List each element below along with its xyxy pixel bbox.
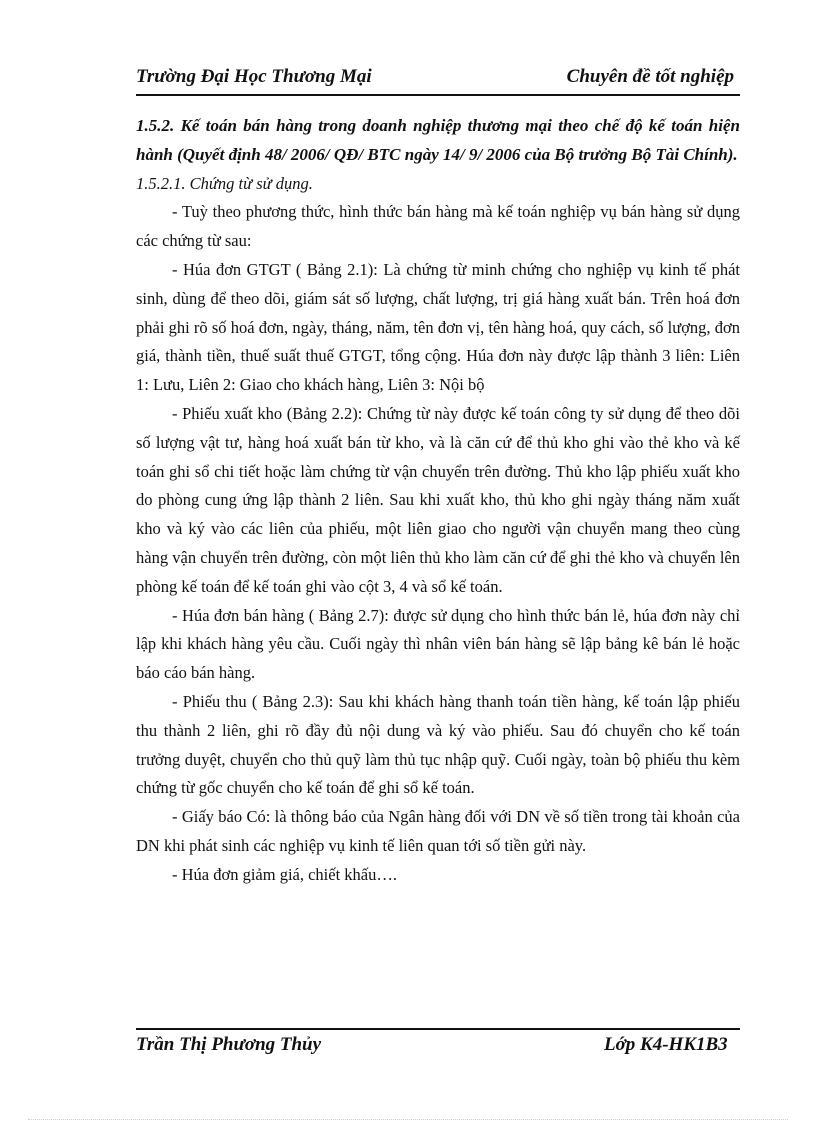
paragraph-intro: - Tuỳ theo phương thức, hình thức bán hàng mà kế toán nghiệp vụ bán hàng sử dụng các chứng từ sau: xyxy=(136,202,740,251)
paragraph-credit-note: - Giấy báo Có: là thông báo của Ngân hàng đối với DN về số tiền trong tài khoản của DN khi phát sinh các nghiệp vụ kinh tế liên quan tới số tiền gửi này. xyxy=(136,807,740,855)
paragraph-discount-invoice: - Húa đơn giảm giá, chiết khấu…. xyxy=(172,864,397,884)
paragraph-receipt: - Phiếu thu ( Bảng 2.3): Sau khi khách hàng thanh toán tiền hàng, kế toán lập phiếu thu thành 2 liên, ghi rõ đầy đủ nội dung và ký vào phiếu. Sau đó chuyển cho kế toán trưởng duyệt, chuyển cho thủ quỹ làm thủ tục nhập quỹ. Cuối ngày, toàn bộ phiếu thu kèm chứng từ gốc chuyển cho kế toán để ghi sổ kế toán. xyxy=(136,691,740,798)
header-divider xyxy=(136,94,740,96)
footer-class: Lớp K4-HK1B3 xyxy=(604,1034,728,1055)
section-heading: 1.5.2. Kế toán bán hàng trong doanh nghiệp thương mại theo chế độ kế toán hiện hành (Quyết định 48/ 2006/ QĐ/ BTC ngày 14/ 9/ 2006 của Bộ trưởng Bộ Tài Chính). xyxy=(136,116,740,164)
paragraph-sales-invoice: - Húa đơn bán hàng ( Bảng 2.7): được sử dụng cho hình thức bán lẻ, húa đơn này chỉ lập khi khách hàng yêu cầu. Cuối ngày thì nhân viên bán hàng sẽ lập bảng kê bán lẻ hoặc báo cáo bán hàng. xyxy=(136,605,740,683)
page-bottom-dotted-line xyxy=(28,1119,788,1120)
subsection-heading: 1.5.2.1. Chứng từ sử dụng. xyxy=(136,173,313,193)
footer-author: Trần Thị Phương Thủy xyxy=(136,1034,322,1055)
page-header xyxy=(136,66,740,96)
document-body xyxy=(136,112,740,890)
paragraph-vat-invoice: - Húa đơn GTGT ( Bảng 2.1): Là chứng từ minh chứng cho nghiệp vụ kinh tế phát sinh, dùng để theo dõi, giám sát số lượng, chất lượng, trị giá hàng xuất bán. Trên hoá đơn phải ghi rõ số hoá đơn, ngày, tháng, năm, tên đơn vị, tên hàng hoá, quy cách, số lượng, đơn giá, thành tiền, thuế suất thuế GTGT, tổng cộng. Húa đơn này được lập thành 3 liên: Liên 1: Lưu, Liên 2: Giao cho khách hàng, Liên 3: Nội bộ xyxy=(136,259,740,395)
footer-divider xyxy=(136,1028,740,1030)
header-school-name: Trường Đại Học Thương Mại xyxy=(136,66,372,87)
header-document-type: Chuyên đề tốt nghiệp xyxy=(566,66,734,87)
paragraph-warehouse-slip: - Phiếu xuất kho (Bảng 2.2): Chứng từ này được kế toán công ty sử dụng để theo dõi số lượng vật tư, hàng hoá xuất bán từ kho, và là căn cứ để thủ kho ghi vào thẻ kho và kế toán ghi sổ chi tiết hoặc làm chứng từ vận chuyển trên đường. Thủ kho lập phiếu xuất kho do phòng cung ứng lập thành 2 liên. Sau khi xuất kho, thủ kho ghi ngày tháng năm xuất kho và ký vào các liên của phiếu, một liên giao cho người vận chuyển mang theo cùng hàng vận chuyển trên đường, còn một liên thủ kho làm căn cứ để ghi thẻ kho và chuyển lên phòng kế toán để kế toán ghi vào cột 3, 4 và sổ kế toán. xyxy=(136,403,740,596)
